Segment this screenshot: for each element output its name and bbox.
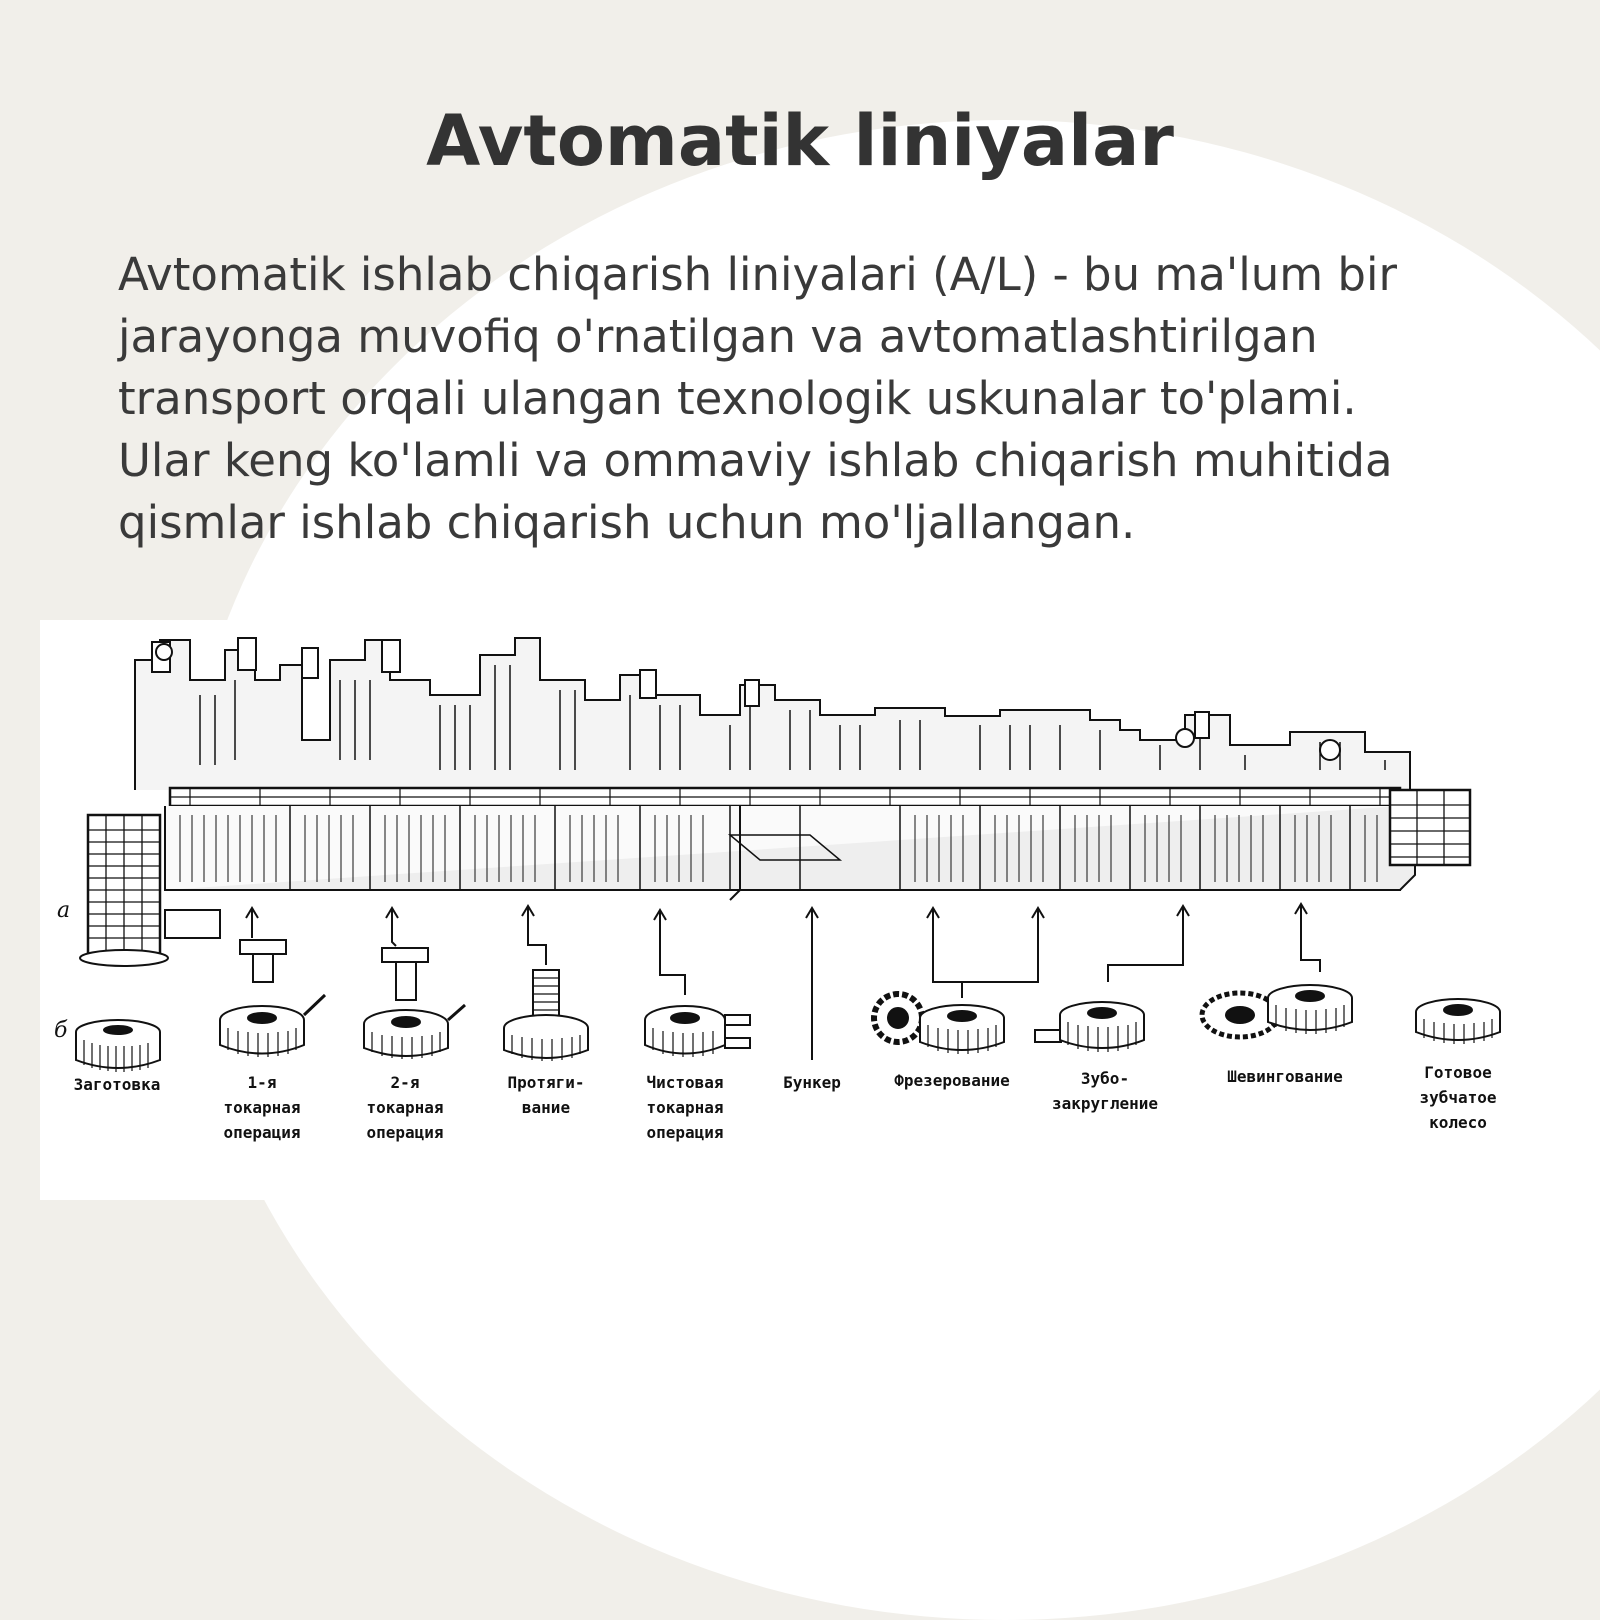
stage-label-line: операция — [366, 1123, 444, 1142]
stage-label-milling — [877, 1068, 1027, 1093]
stage-label-line: 1-я — [247, 1073, 277, 1092]
slide-paragraph — [118, 244, 1518, 554]
paragraph-line: transport orqali ulangan texnologik uskunalar to'plami. — [118, 372, 1357, 425]
stage-label-line: Зубо- — [1080, 1069, 1130, 1088]
stage-label-line: Заготовка — [73, 1075, 161, 1094]
stage-label-second-turning — [350, 1070, 460, 1145]
stage-label-line: Чистовая — [646, 1073, 724, 1092]
paragraph-line: Avtomatik ishlab chiqarish liniyalari (A/L) - bu ma'lum bir — [118, 248, 1397, 301]
stage-label-line: операция — [223, 1123, 301, 1142]
paragraph-line: Ular keng ko'lamli va ommaviy ishlab chiqarish muhitida — [118, 434, 1393, 487]
automatic-line-illustration — [40, 620, 1560, 1200]
stage-label-line: 2-я — [390, 1073, 420, 1092]
stage-label-line: Фрезерование — [894, 1071, 1010, 1090]
stage-label-line: токарная — [646, 1098, 724, 1117]
stage-label-bunker — [757, 1070, 867, 1095]
stage-label-line: операция — [646, 1123, 724, 1142]
stage-label-finished-gear — [1408, 1060, 1508, 1135]
stage-label-line: закругление — [1052, 1094, 1158, 1113]
paragraph-line: jarayonga muvofiq o'rnatilgan va avtomatlashtirilgan — [118, 310, 1318, 363]
stage-label-line: токарная — [366, 1098, 444, 1117]
workpiece-blank — [76, 1020, 160, 1072]
stage-label-first-turning — [207, 1070, 317, 1145]
stage-label-line: Готовое — [1424, 1063, 1492, 1082]
stage-label-shaving — [1215, 1064, 1355, 1089]
stage-label-finish-turning — [630, 1070, 740, 1145]
stage-label-line: вание — [521, 1098, 571, 1117]
stage-label-line: зубчатое — [1419, 1088, 1497, 1107]
row-label-b: б — [54, 1018, 68, 1043]
stage-label-line: Протяги- — [507, 1073, 585, 1092]
stage-label-line: Шевингование — [1227, 1067, 1343, 1086]
stage-label-blank — [62, 1072, 172, 1097]
stage-label-broaching — [491, 1070, 601, 1120]
slide-title: Avtomatik liniyalar — [426, 100, 1174, 182]
stage-label-line: Бункер — [783, 1073, 841, 1092]
stage-label-line: колесо — [1429, 1113, 1487, 1132]
stage-label-tooth-rounding — [1040, 1066, 1170, 1116]
paragraph-line: qismlar ishlab chiqarish uchun mo'ljallangan. — [118, 496, 1136, 549]
row-label-a: а — [57, 898, 71, 923]
stage-label-line: токарная — [223, 1098, 301, 1117]
